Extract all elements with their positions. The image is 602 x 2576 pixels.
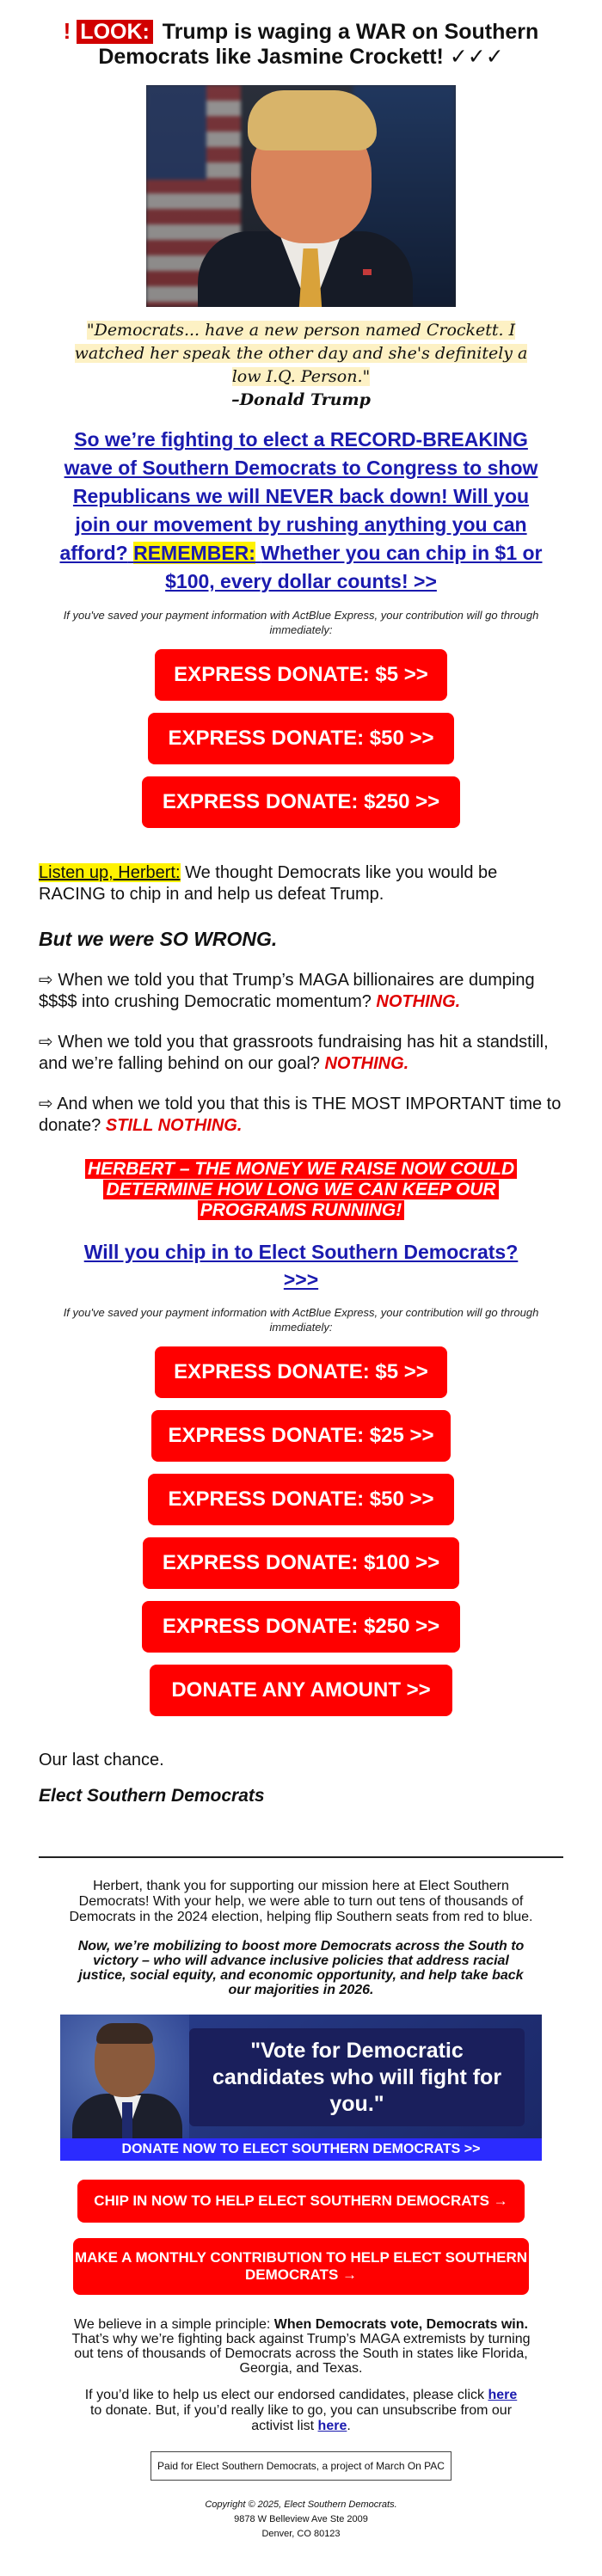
remember-highlight: REMEMBER: — [133, 542, 255, 564]
express-donate-250-button[interactable]: EXPRESS DONATE: $250 >> — [142, 776, 460, 828]
arrow-icon: ⇨ — [39, 1033, 53, 1052]
thanks-paragraph: Herbert, thank you for supporting our mission here at Elect Southern Democrats! With your help, we were able to turn out tens of thousands of Democrats in the 2024 election, helping flip Southern seats from red to blue. — [69, 1879, 533, 1924]
copyright-block — [129, 2498, 473, 2542]
belief-paragraph: We believe in a simple principle: When Democrats vote, Democrats win. That’s why we’re fighting back against Trump’s MAGA extremists by turning out tens of thousands of Democrats across the South in states like Florida, Georgia, and Texas. — [71, 2317, 531, 2376]
exclamation-icon: ! — [63, 18, 71, 44]
listen-paragraph: Listen up, Herbert: We thought Democrats like you would be RACING to chip in and help us defeat Trump. — [39, 863, 498, 904]
express-fine-print-2: If you've saved your payment information with ActBlue Express, your contribution will go through immediately: — [63, 1306, 539, 1334]
flag-pin-icon — [363, 269, 372, 275]
obama-donate-card[interactable] — [60, 2015, 542, 2161]
check-marks-icon: ✓✓✓ — [449, 45, 504, 69]
card-donate-strip: DONATE NOW TO ELECT SOUTHERN DEMOCRATS >> — [60, 2138, 542, 2161]
arrow-icon: ⇨ — [39, 1095, 53, 1113]
donate-here-link[interactable]: here — [488, 2388, 518, 2402]
express-donate-50-button[interactable]: EXPRESS DONATE: $50 >> — [148, 713, 454, 764]
unsubscribe-paragraph: If you’d like to help us elect our endorsed candidates, please click here to donate. But, if you’d really like to go, you can unsubscribe from our activist list here. — [84, 2388, 518, 2433]
chip-in-link[interactable]: Will you chip in to Elect Southern Democrats? >>> — [83, 1241, 519, 1291]
express-fine-print: If you've saved your payment information with ActBlue Express, your contribution will go through immediately: — [63, 609, 539, 636]
address-line-2: Denver, CO 80123 — [261, 2529, 341, 2539]
donate-any-amount-button[interactable]: DONATE ANY AMOUNT >> — [150, 1665, 452, 1716]
mobilizing-paragraph: Now, we’re mobilizing to boost more Democrats across the South to victory – who will advance inclusive policies that address racial justice, social equity, and economic opportunity, and help take back our majorities in 2026. — [77, 1939, 525, 1997]
express-donate-5-button[interactable]: EXPRESS DONATE: $5 >> — [155, 649, 447, 701]
last-chance-text: Our last chance. — [39, 1751, 164, 1769]
quote-text: "Democrats... have a new person named Crockett. I watched her speak the other day and she's definitely a low I.Q. Person." — [74, 321, 528, 386]
trump-photo — [146, 85, 456, 307]
headline-text: Trump is waging a WAR on Southern Democrats like Jasmine Crockett! — [98, 20, 539, 69]
quote-author: –Donald Trump — [231, 390, 371, 409]
copyright-line: Copyright © 2025, Elect Southern Democrats. — [205, 2499, 397, 2510]
signature: Elect Southern Democrats — [39, 1786, 265, 1806]
address-line-1: 9878 W Belleview Ave Ste 2009 — [234, 2514, 368, 2524]
so-wrong-heading: But we were SO WRONG. — [39, 928, 278, 950]
point-3: ⇨ And when we told you that this is THE MOST IMPORTANT time to donate? STILL NOTHING. — [39, 1095, 562, 1135]
express-donate-25-button[interactable]: EXPRESS DONATE: $25 >> — [151, 1410, 451, 1462]
listen-highlight: Listen up, Herbert: — [39, 863, 181, 882]
footer-divider — [39, 1856, 563, 1858]
look-badge: LOOK: — [77, 20, 153, 44]
express-donate-5-button-2[interactable]: EXPRESS DONATE: $5 >> — [155, 1346, 447, 1398]
point-1: ⇨ When we told you that Trump’s MAGA billionaires are dumping $$$$ into crushing Democratic momentum? NOTHING. — [39, 971, 535, 1011]
main-donate-link[interactable]: So we’re fighting to elect a RECORD-BREAKING wave of Southern Democrats to Congress to show Republicans we will NEVER back down! Will you join our movement by rushing anything you can afford? REMEMBER: Whether you can chip in $1 or $100, every dollar counts! >> — [59, 428, 543, 592]
express-donate-250-button-2[interactable]: EXPRESS DONATE: $250 >> — [142, 1601, 460, 1653]
unsubscribe-here-link[interactable]: here — [317, 2419, 347, 2433]
paid-for-box: Paid for Elect Southern Democrats, a project of March On PAC — [150, 2451, 452, 2481]
trump-quote — [60, 319, 542, 412]
headline — [0, 0, 602, 70]
express-donate-50-button-2[interactable]: EXPRESS DONATE: $50 >> — [148, 1474, 454, 1525]
express-donate-100-button[interactable]: EXPRESS DONATE: $100 >> — [143, 1537, 459, 1589]
card-quote: "Vote for Democratic candidates who will fight for you." — [189, 2028, 525, 2126]
point-2: ⇨ When we told you that grassroots fundraising has hit a standstill, and we’re falling behind on our goal? NOTHING. — [39, 1033, 549, 1073]
chip-in-now-button[interactable]: CHIP IN NOW TO HELP ELECT SOUTHERN DEMOCRATS → — [77, 2180, 525, 2223]
arrow-icon: ⇨ — [39, 971, 53, 990]
monthly-contribution-button[interactable]: MAKE A MONTHLY CONTRIBUTION TO HELP ELECT SOUTHERN DEMOCRATS → — [73, 2238, 529, 2295]
urgent-banner: HERBERT – THE MONEY WE RAISE NOW COULD DETERMINE HOW LONG WE CAN KEEP OUR PROGRAMS RUNNING! — [69, 1159, 533, 1221]
